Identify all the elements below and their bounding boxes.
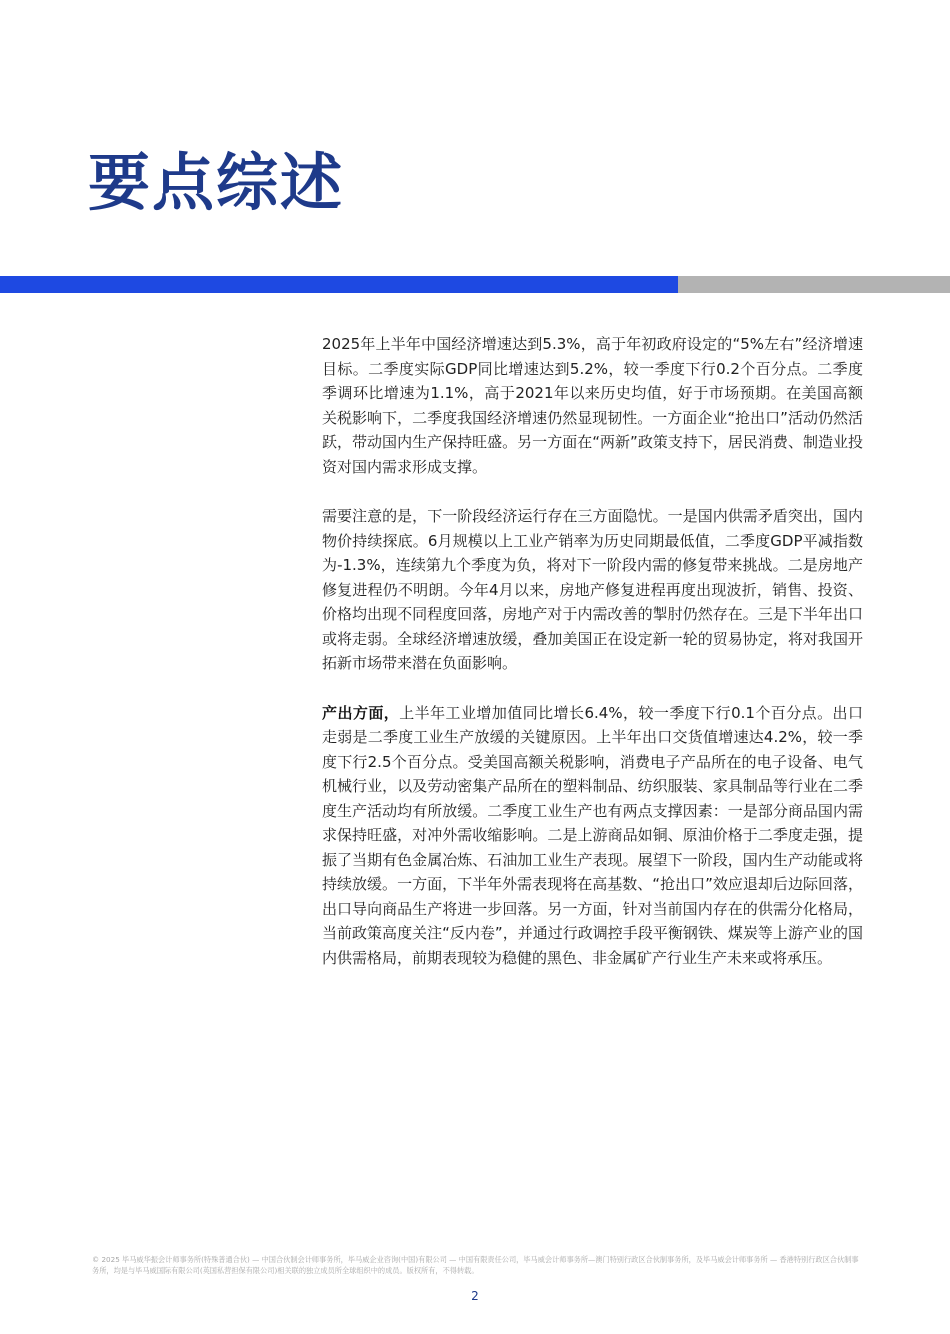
header-band-blue [0,276,678,293]
paragraph-output [322,701,863,971]
paragraph-text: 2025年上半年中国经济增速达到5.3%，高于年初政府设定的“5%左右”经济增速目标。二季度实际GDP同比增速达到5.2%，较一季度下行0.2个百分点。二季度季调环比增速为1.1%，高于2021年以来历史均值，好于市场预期。在美国高额关税影响下，二季度我国经济增速仍然显现韧性。一方面企业“抢出口”活动仍然活跃，带动国内生产保持旺盛。另一方面在“两新”政策支持下，居民消费、制造业投资对国内需求形成支撑。 [322,335,863,476]
footer-legal-notice: © 2025 毕马威华振会计师事务所(特殊普通合伙) — 中国合伙制会计师事务所，毕马威企业咨询(中国)有限公司 — 中国有限责任公司，毕马威会计师事务所—澳门特别行政区合伙制事务所，及毕马威会计师事务所 — 香港特别行政区合伙制事务所，均是与毕马威国际有限公司(英国私营担保有限公司)相关联的独立成员所全球组织中的成员。版权所有，不得转载。 [92,1255,859,1275]
paragraph-risks [322,504,863,676]
paragraph-text: 上半年工业增加值同比增长6.4%，较一季度下行0.1个百分点。出口走弱是二季度工业生产放缓的关键原因。上半年出口交货值增速达4.2%，较一季度下行2.5个百分点。受美国高额关税影响，消费电子产品所在的电子设备、电气机械行业，以及劳动密集产品所在的塑料制品、纺织服装、家具制品等行业在二季度生产活动均有所放缓。二季度工业生产也有两点支撑因素：一是部分商品国内需求保持旺盛，对冲外需收缩影响。二是上游商品如铜、原油价格于二季度走强，提振了当期有色金属冶炼、石油加工业生产表现。展望下一阶段，国内生产动能或将持续放缓。一方面，下半年外需表现将在高基数、“抢出口”效应退却后边际回落，出口导向商品生产将进一步回落。另一方面，针对当前国内存在的供需分化格局，当前政策高度关注“反内卷”，并通过行政调控手段平衡钢铁、煤炭等上游产业的国内供需格局，前期表现较为稳健的黑色、非金属矿产行业生产未来或将承压。 [322,703,863,967]
summary-body [322,332,863,995]
page-number: 2 [471,1289,479,1303]
paragraph-economic-growth [322,332,863,479]
header-band-gray [678,276,950,293]
paragraph-text: 需要注意的是，下一阶段经济运行存在三方面隐忧。一是国内供需矛盾突出，国内物价持续探底。6月规模以上工业产销率为历史同期最低值，二季度GDP平减指数为-1.3%，连续第九个季度为负，将对下一阶段内需的修复带来挑战。二是房地产修复进程仍不明朗。今年4月以来，房地产修复进程再度出现波折，销售、投资、价格均出现不同程度回落，房地产对于内需改善的掣肘仍然存在。三是下半年出口或将走弱。全球经济增速放缓，叠加美国正在设定新一轮的贸易协定，将对我国开拓新市场带来潜在负面影响。 [322,507,863,672]
page-title: 要点综述 [88,146,345,219]
paragraph-lead: 产出方面， [322,703,400,722]
